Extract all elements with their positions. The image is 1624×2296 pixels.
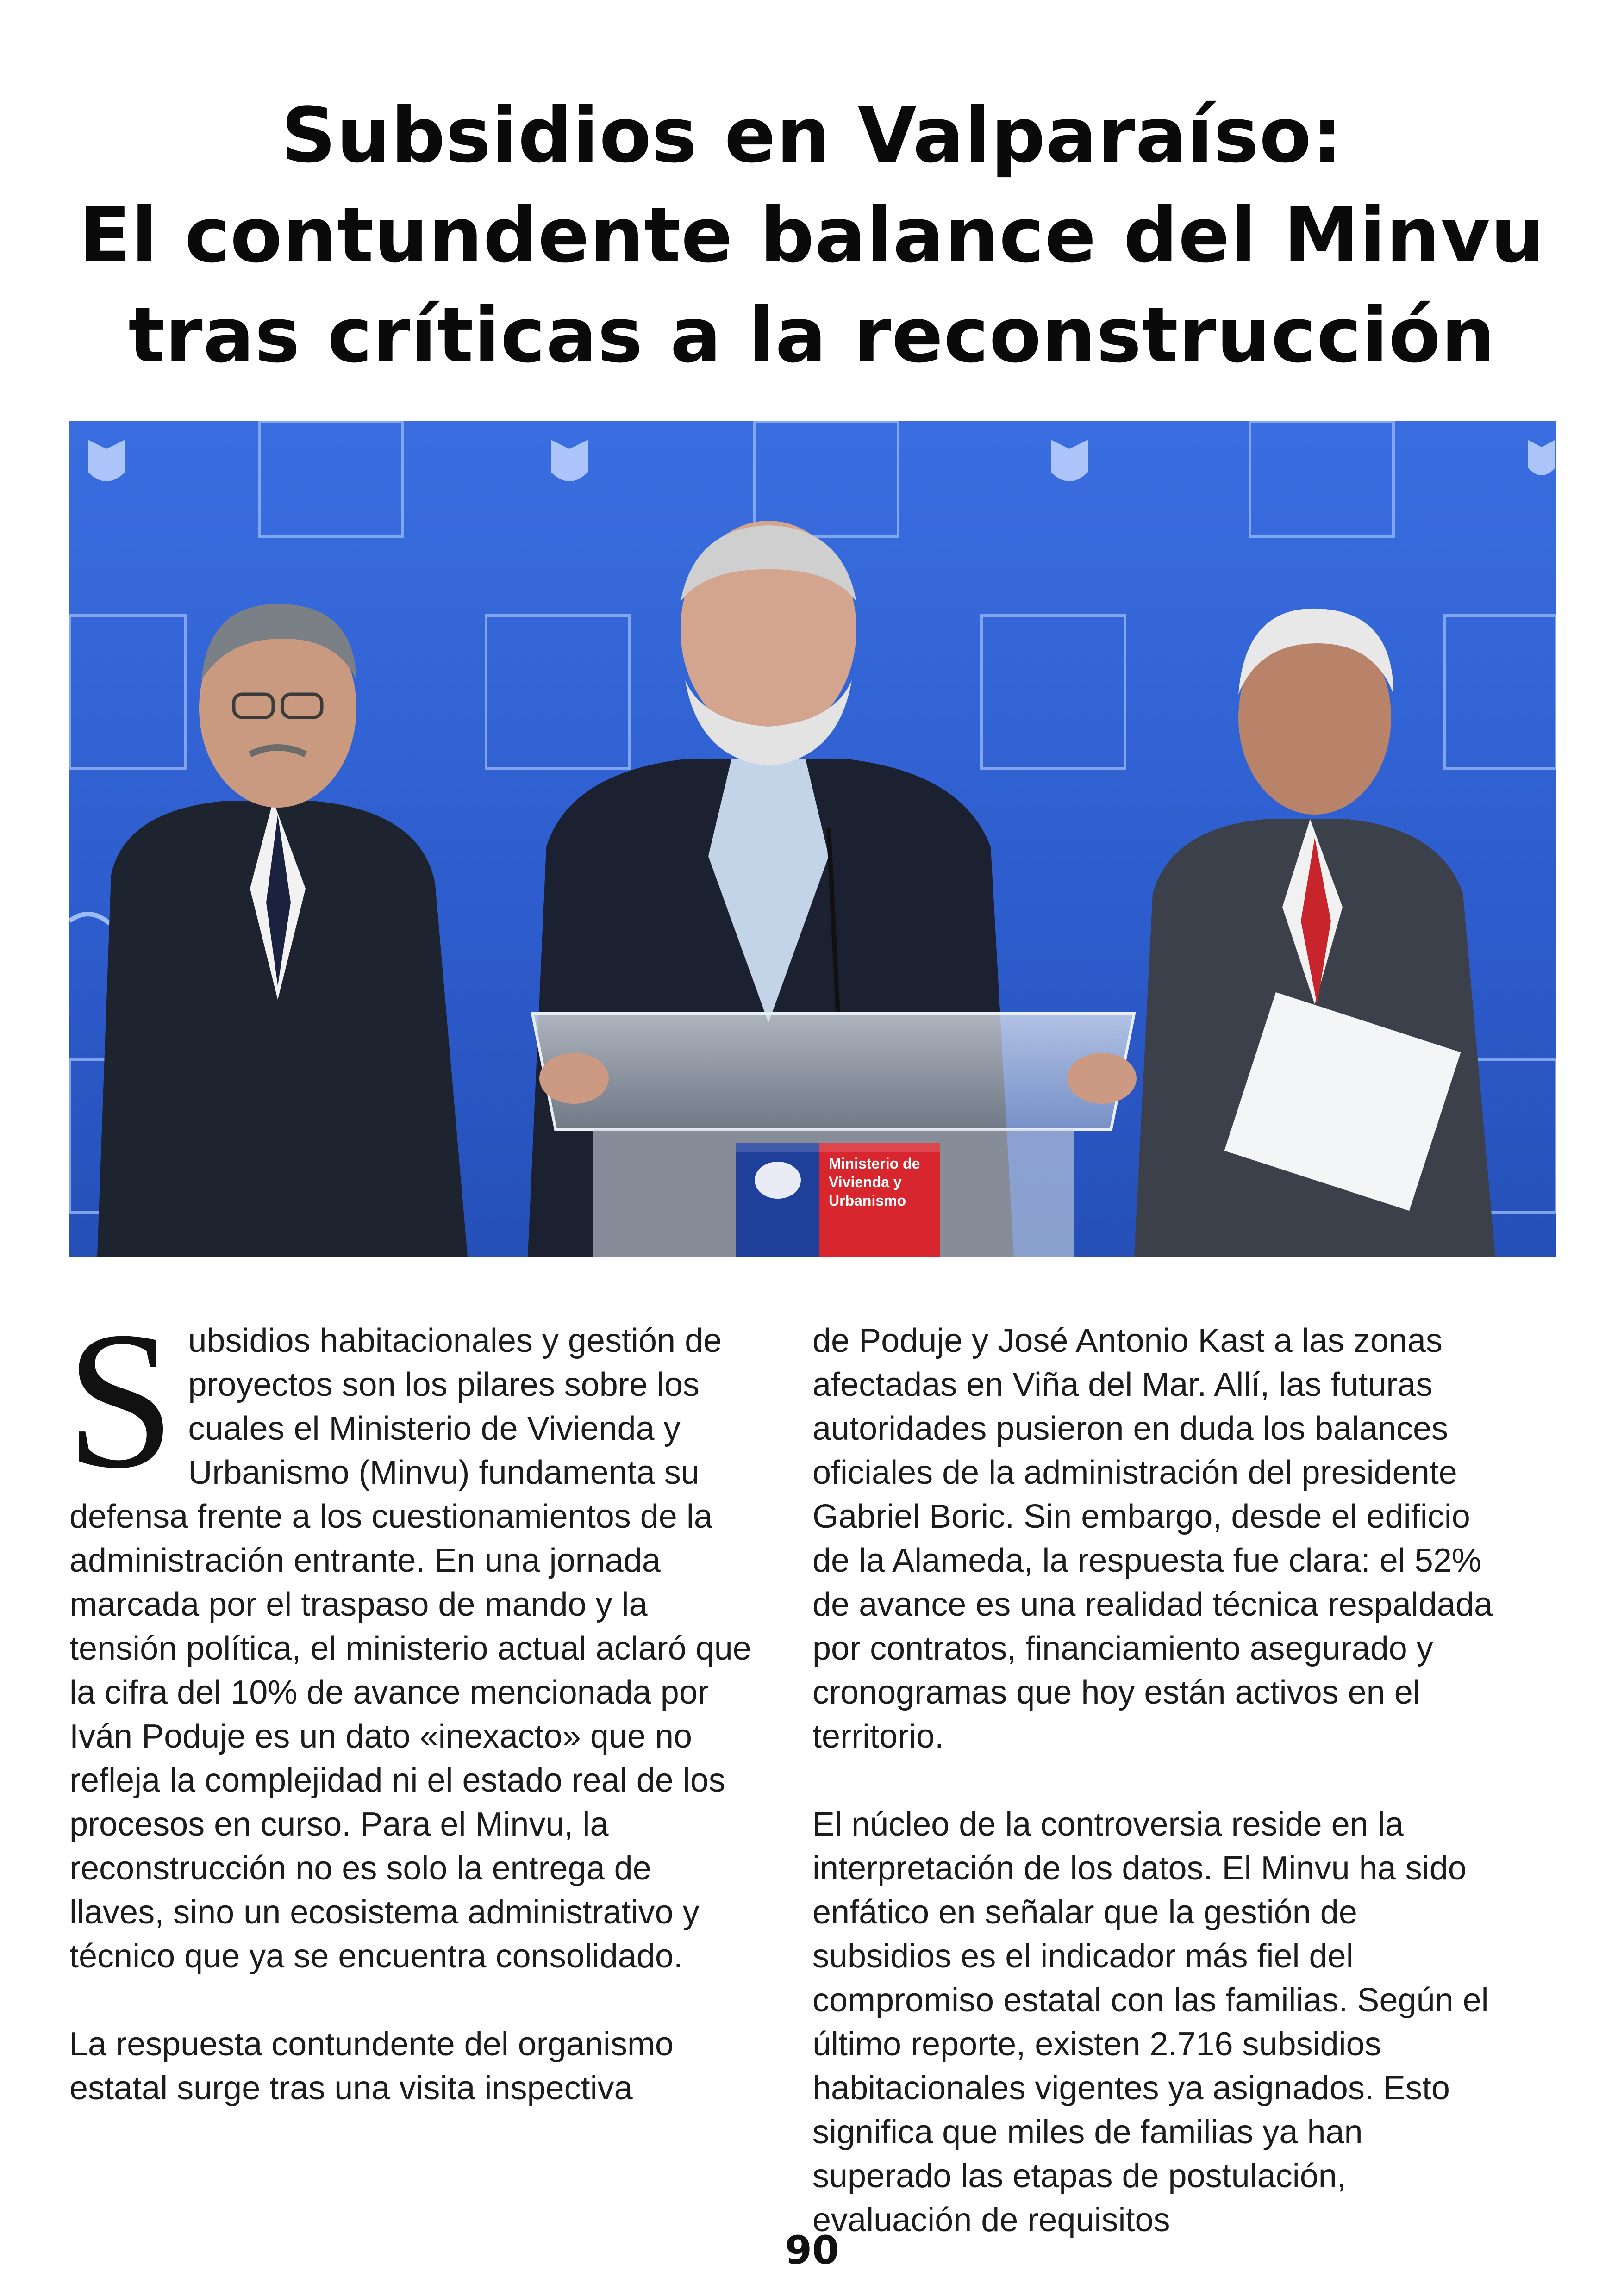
drop-cap: S <box>66 1291 175 1509</box>
podium <box>532 1014 1137 1257</box>
podium-sign-line-1: Ministerio de <box>829 1155 920 1172</box>
headline-line-3: tras críticas a la reconstrucción <box>128 291 1496 380</box>
press-conference-photo <box>69 421 1556 1257</box>
page-number: 90 <box>785 2228 839 2273</box>
article-paragraph: de Poduje y José Antonio Kast a las zonas afectadas en Viña del Mar. Allí, las futuras autoridades pusieron en duda los balances oficiales de la administración del presidente Gabriel Boric. Sin embargo, desde el edificio de la Alameda, la respuesta fue clara: el 52% de avance es una realidad técnica respaldada por contratos, financiamiento asegurado y cronogramas que hoy están activos en el territorio. <box>812 1322 1493 1755</box>
headline-line-2: El contundente balance del Minvu <box>79 191 1545 280</box>
podium-sign-line-2: Vivienda y <box>829 1174 902 1190</box>
paragraph-text: ubsidios habitacionales y gestión de proyectos son los pilares sobre los cuales el Ministerio de Vivienda y Urbanismo (Minvu) fundamenta su defensa frente a los cuestionamientos de la administración entrante. En una jornada marcada por el traspaso de mando y la tensión política, el ministerio actual aclaró que la cifra del 10% de avance mencionada por Iván Poduje es un dato «inexacto» que no refleja la complejidad ni el estado real de los procesos en curso. Para el Minvu, la reconstrucción no es solo la entrega de llaves, sino un ecosistema administrativo y técnico que ya se encuentra consolidado. <box>69 1322 751 1975</box>
headline <box>69 86 1555 386</box>
article-column-left <box>66 1291 752 2110</box>
podium-sign-line-3: Urbanismo <box>829 1192 906 1209</box>
article-column-right <box>812 1319 1495 2242</box>
article-paragraph: La respuesta contundente del organismo estatal surge tras una visita inspectiva <box>69 2026 674 2107</box>
article-paragraph <box>66 1291 752 1979</box>
article-paragraph: El núcleo de la controversia reside en la interpretación de los datos. El Minvu ha sido enfático en señalar que la gestión de subsidios es el indicador más fiel del compromiso estatal con las familias. Según el último reporte, existen 2.716 subsidios habitacionales vigentes ya asignados. Esto significa que miles de familias ya han superado las etapas de postulación, evaluación de requisitos <box>812 1806 1489 2239</box>
press-conference-illustration <box>69 421 1556 1257</box>
headline-line-1: Subsidios en Valparaíso: <box>281 91 1343 180</box>
